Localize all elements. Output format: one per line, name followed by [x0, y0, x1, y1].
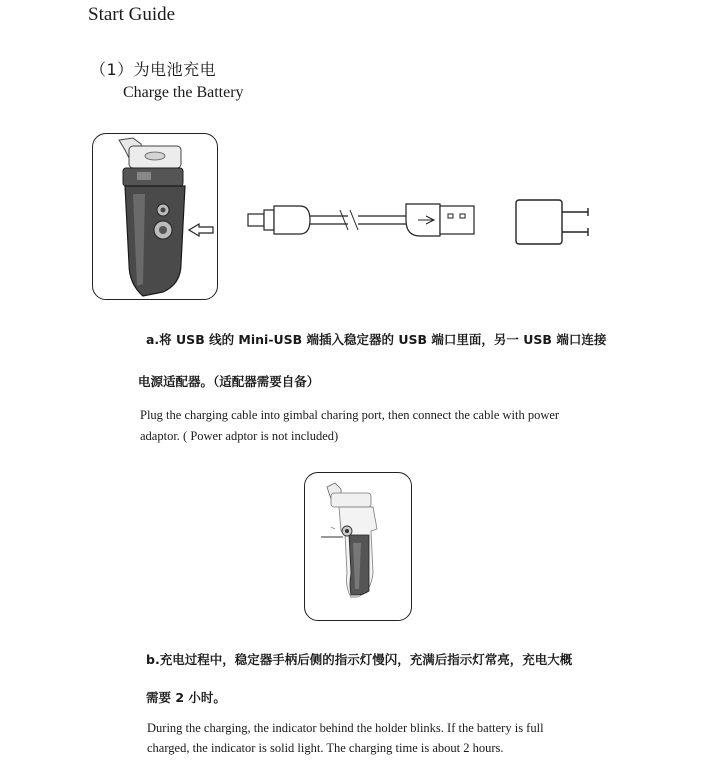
gimbal-handle-illustration — [92, 133, 218, 300]
mini-usb-plug-icon — [248, 206, 310, 234]
page-title: Start Guide — [88, 4, 176, 25]
step-a-cn-line2: 电源适配器。（适配器需要自备） — [138, 374, 320, 389]
step-a-en-line2: adaptor. ( Power adptor is not included) — [140, 429, 339, 443]
gimbal-handle-port-icon — [93, 134, 217, 299]
section-title-en: Charge the Battery — [123, 84, 244, 101]
step-a-cn-line1: a.将 USB 线的 Mini-USB 端插入稳定器的 USB 端口里面，另一 USB 端口连接 — [146, 332, 607, 347]
step-b-cn-line2: 需要 2 小时。 — [146, 690, 226, 705]
step-a-en-line1: Plug the charging cable into gimbal charing port, then connect the cable with power — [140, 408, 560, 422]
section-title-cn: （1）为电池充电 — [90, 60, 217, 79]
usb-a-plug-icon — [406, 204, 474, 236]
step-b-cn-line1: b.充电过程中，稳定器手柄后侧的指示灯慢闪，充满后指示灯常亮，充电大概 — [146, 652, 573, 667]
gimbal-indicator-icon — [305, 473, 411, 620]
power-adaptor-icon — [516, 200, 588, 244]
step-b-en-line2: charged, the indicator is solid light. The charging time is about 2 hours. — [147, 741, 504, 755]
step-b-en-line1: During the charging, the indicator behind the holder blinks. If the battery is full — [147, 721, 544, 735]
charging-cable-illustration — [240, 190, 600, 252]
gimbal-indicator-illustration — [304, 472, 412, 621]
